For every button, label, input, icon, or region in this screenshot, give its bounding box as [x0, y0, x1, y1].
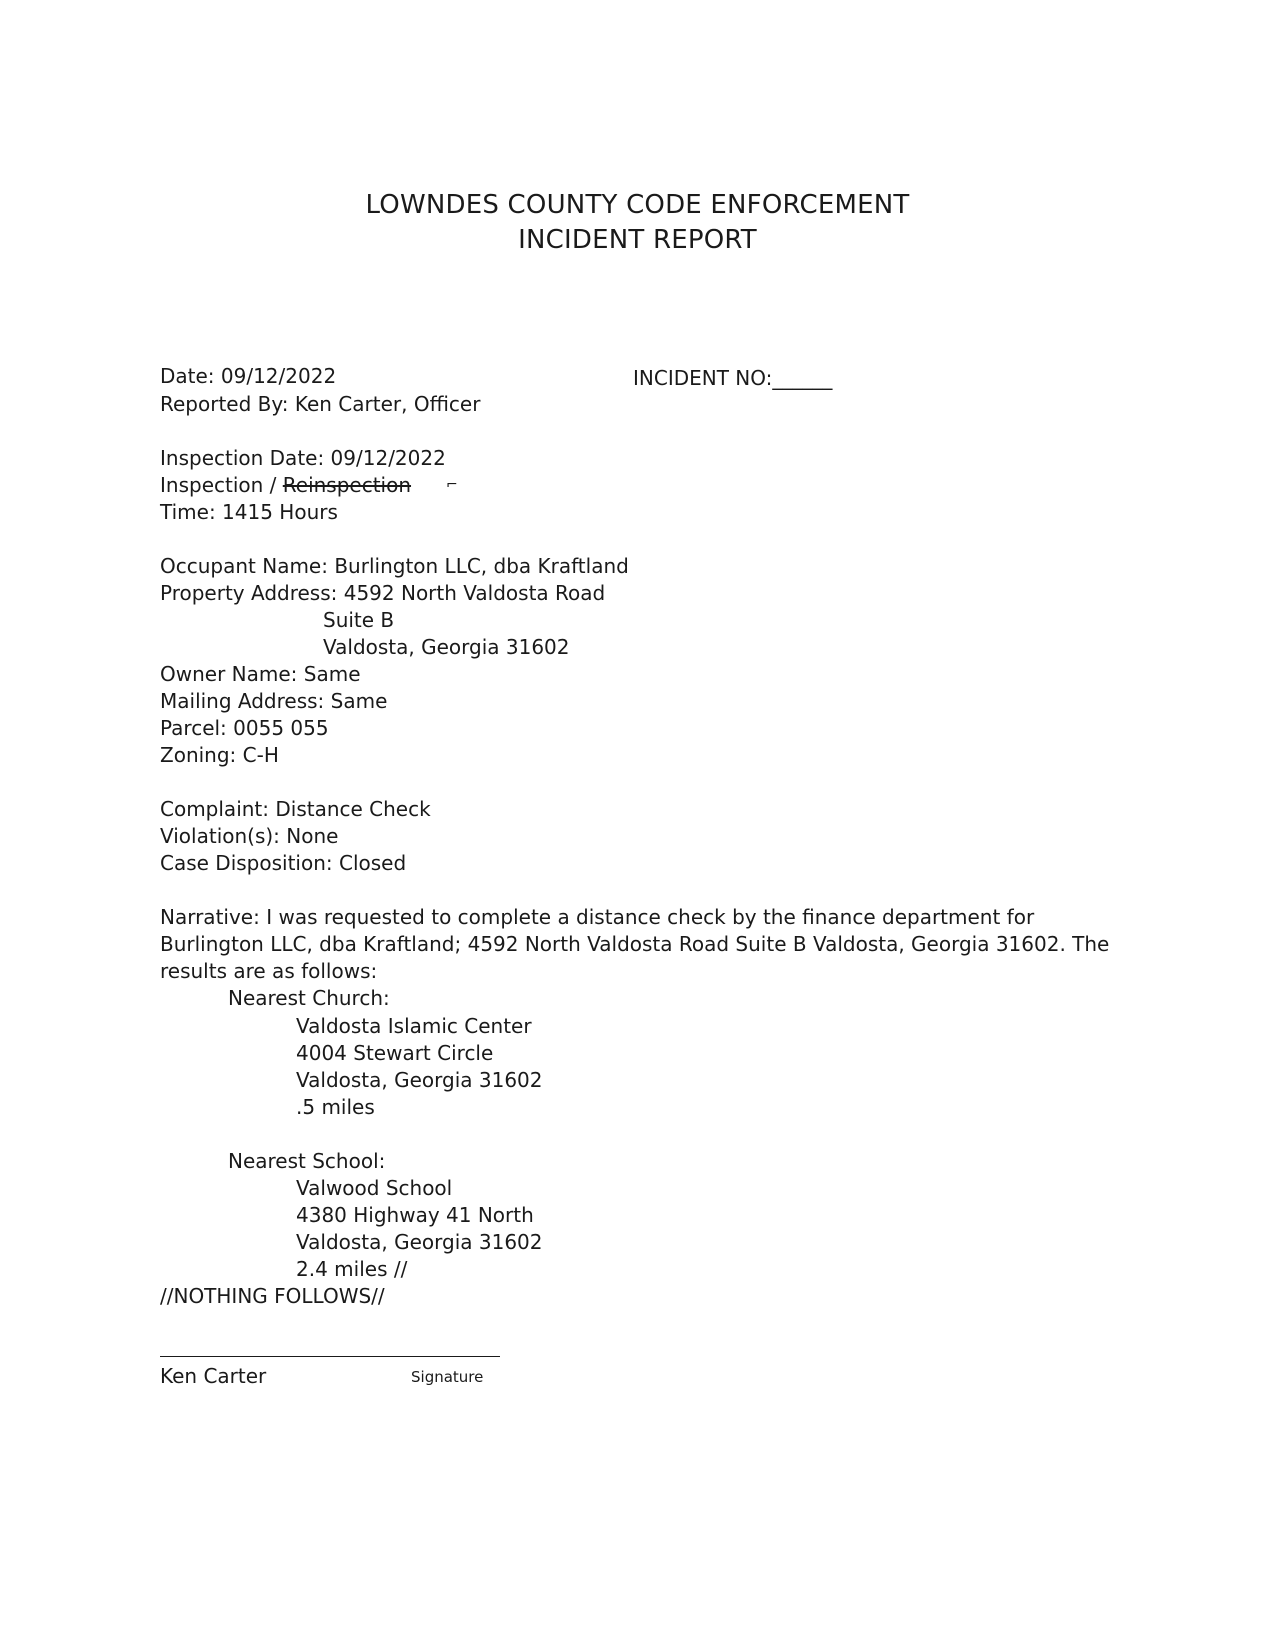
- pen-mark-icon: ⌐: [446, 477, 458, 493]
- church-distance: .5 miles: [296, 1095, 375, 1119]
- inspection-date: Inspection Date: 09/12/2022: [160, 446, 446, 470]
- parcel: Parcel: 0055 055: [160, 716, 329, 740]
- church-name: Valdosta Islamic Center: [296, 1014, 532, 1038]
- inspection-type: [160, 475, 411, 495]
- violations: Violation(s): None: [160, 824, 339, 848]
- mailing-address: Mailing Address: Same: [160, 689, 388, 713]
- church-city: Valdosta, Georgia 31602: [296, 1068, 543, 1092]
- complaint: Complaint: Distance Check: [160, 797, 431, 821]
- inspection-label: Inspection /: [160, 473, 283, 497]
- inspection-time: Time: 1415 Hours: [160, 500, 338, 524]
- property-address-city: Valdosta, Georgia 31602: [323, 635, 570, 659]
- property-address: Property Address: 4592 North Valdosta Road: [160, 581, 606, 605]
- narrative-line2: Burlington LLC, dba Kraftland; 4592 North Valdosta Road Suite B Valdosta, Georgia 31602. The: [160, 932, 1110, 956]
- property-address-suite: Suite B: [323, 608, 395, 632]
- nothing-follows: //NOTHING FOLLOWS//: [160, 1284, 385, 1308]
- school-name: Valwood School: [296, 1176, 453, 1200]
- report-title-line2: INCIDENT REPORT: [518, 225, 757, 255]
- narrative-line3: results are as follows:: [160, 959, 378, 983]
- church-street: 4004 Stewart Circle: [296, 1041, 494, 1065]
- reported-by: Reported By: Ken Carter, Officer: [160, 392, 481, 416]
- school-street: 4380 Highway 41 North: [296, 1203, 534, 1227]
- signature-label: Signature: [411, 1368, 484, 1386]
- signature-name: Ken Carter: [160, 1364, 267, 1388]
- owner-name: Owner Name: Same: [160, 662, 361, 686]
- occupant-name: Occupant Name: Burlington LLC, dba Kraftland: [160, 554, 629, 578]
- incident-number: INCIDENT NO:______: [633, 366, 833, 390]
- church-heading: Nearest Church:: [228, 986, 390, 1010]
- school-city: Valdosta, Georgia 31602: [296, 1230, 543, 1254]
- narrative-line1: Narrative: I was requested to complete a distance check by the finance department for: [160, 905, 1035, 929]
- school-distance: 2.4 miles //: [296, 1257, 408, 1281]
- reinspection-struck: Reinspection: [282, 473, 412, 497]
- report-date: Date: 09/12/2022: [160, 364, 337, 388]
- zoning: Zoning: C-H: [160, 743, 279, 767]
- report-title-line1: LOWNDES COUNTY CODE ENFORCEMENT: [365, 190, 910, 220]
- case-disposition: Case Disposition: Closed: [160, 851, 407, 875]
- signature-line: [160, 1356, 500, 1357]
- school-heading: Nearest School:: [228, 1149, 386, 1173]
